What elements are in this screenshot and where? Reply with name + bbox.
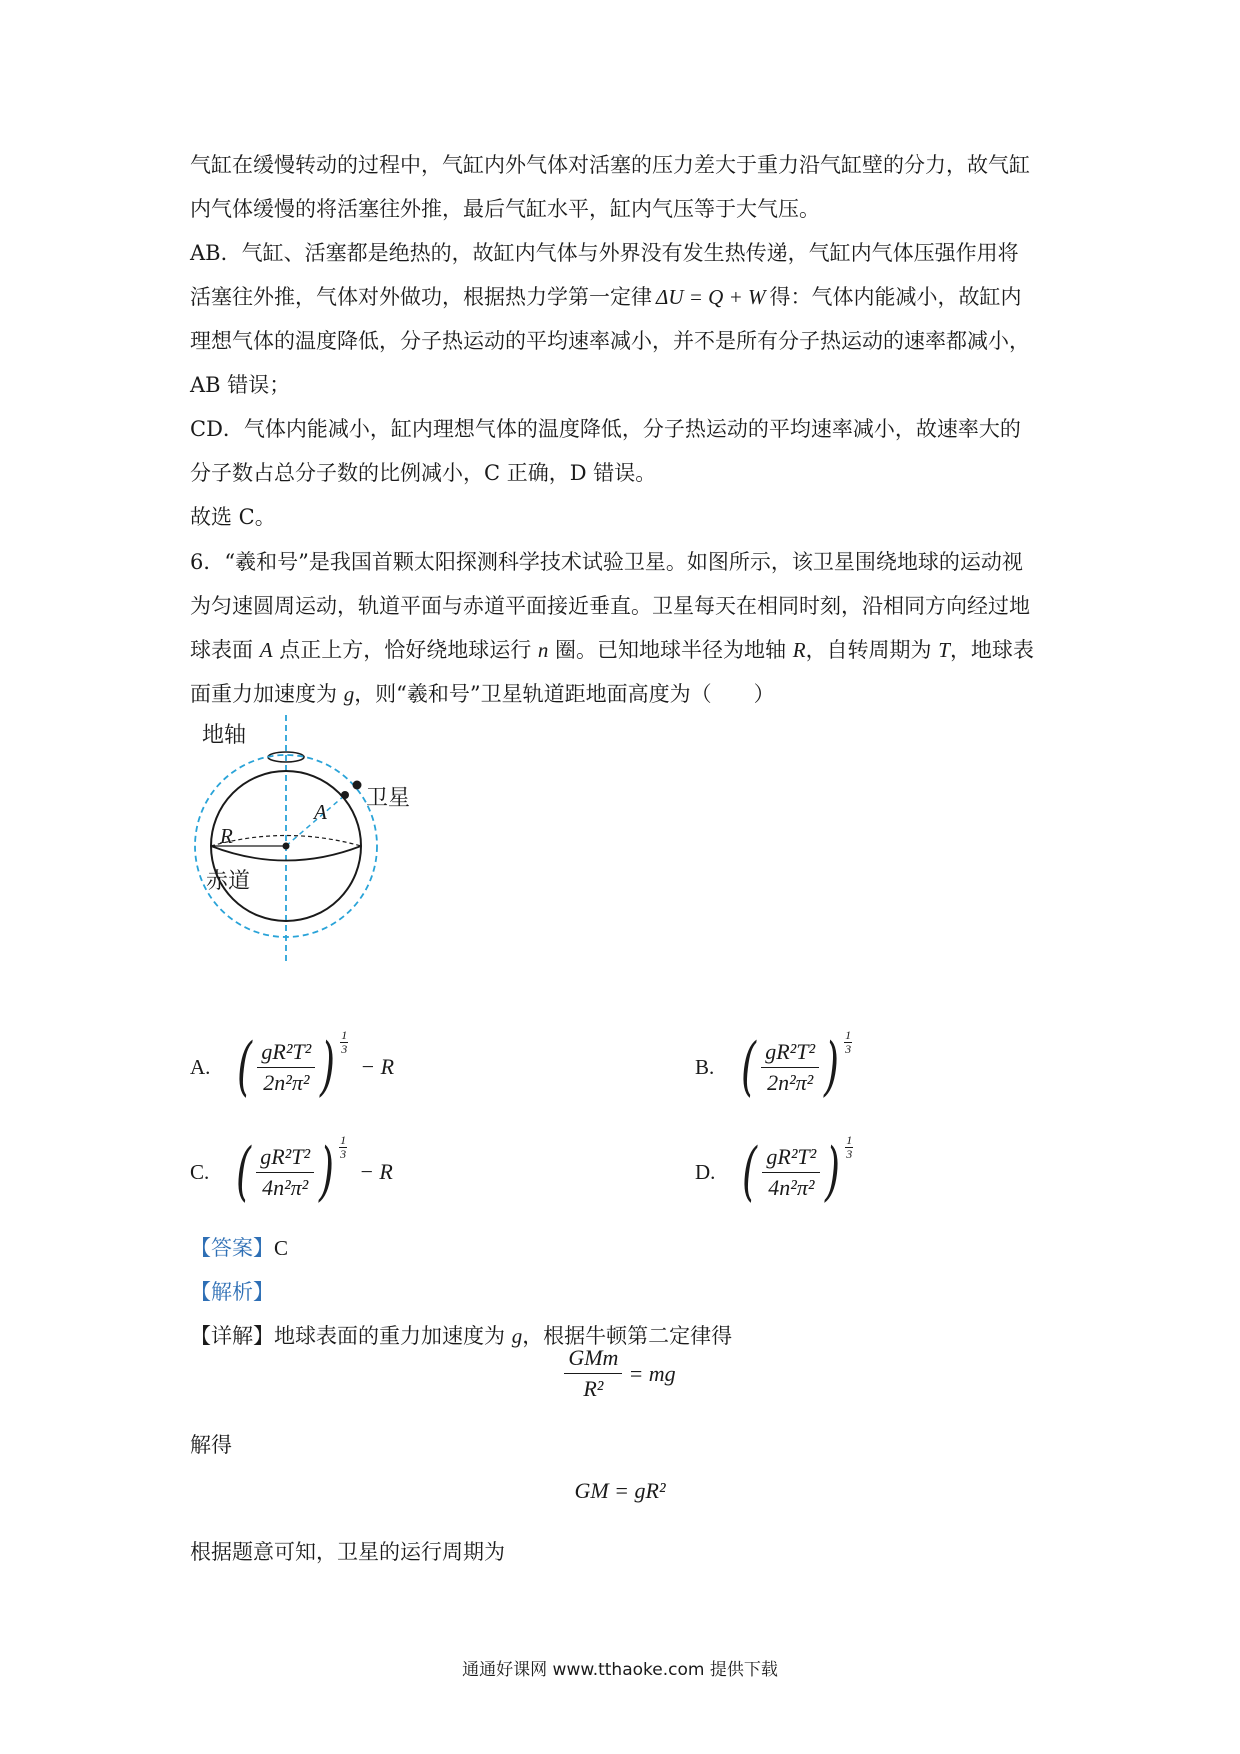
page-footer: 通通好课网 www.tthaoke.com 提供下载 xyxy=(462,1660,778,1680)
solve-line xyxy=(190,1423,1060,1467)
text-fragment: ，则“羲和号”卫星轨道距地面高度为（ ） xyxy=(354,682,775,706)
equation-gm xyxy=(0,1478,1240,1504)
option-D[interactable] xyxy=(695,1133,853,1209)
equation-rhs: = mg xyxy=(628,1360,676,1386)
fraction xyxy=(762,1144,820,1201)
fraction-numerator: gR²T² xyxy=(761,1039,819,1068)
left-paren: ( xyxy=(236,1135,252,1209)
satellite-dot xyxy=(353,781,362,790)
text-line: 故选 C。 xyxy=(190,505,276,529)
fraction-numerator: gR²T² xyxy=(762,1144,820,1173)
label-A: A xyxy=(314,800,327,824)
var-g: g xyxy=(343,682,355,706)
exponent-num: 1 xyxy=(845,1028,852,1042)
left-paren: ( xyxy=(742,1135,758,1209)
fraction-denominator: 2n²π² xyxy=(767,1069,814,1095)
fraction-denominator: R² xyxy=(583,1376,604,1401)
fraction-denominator: 4n²π² xyxy=(262,1174,309,1200)
text-line: 解得 xyxy=(190,1433,232,1457)
text-fragment: 面重力加速度为 xyxy=(190,682,344,706)
right-paren: ) xyxy=(825,1135,841,1209)
text-line: CD．气体内能减小，缸内理想气体的温度降低，分子热运动的平均速率减小，故速率大的 xyxy=(190,417,1021,441)
label-axis: 地轴 xyxy=(202,723,247,748)
fraction xyxy=(761,1039,819,1096)
equation-newton xyxy=(0,1345,1240,1402)
text-fragment: ，地球表 xyxy=(949,638,1034,662)
question-6 xyxy=(190,540,1060,716)
label-R: R xyxy=(220,824,233,848)
option-expression xyxy=(231,1133,393,1209)
exponent-num: 1 xyxy=(340,1133,347,1147)
option-letter: A. xyxy=(190,1054,211,1079)
text-fragment: ，根据牛顿第二定律得 xyxy=(522,1324,733,1348)
left-paren: ( xyxy=(741,1030,757,1104)
detail-tag: 【详解】 xyxy=(190,1324,274,1348)
exponent xyxy=(340,1029,348,1056)
fraction xyxy=(257,1039,315,1096)
analysis-line xyxy=(190,1270,1060,1314)
text-fragment: 点正上方，恰好绕地球运行 xyxy=(272,638,538,662)
text-line: 气缸在缓慢转动的过程中，气缸内外气体对活塞的压力差大于重力沿气缸壁的分力，故气缸 xyxy=(190,153,1030,177)
exponent xyxy=(339,1134,347,1161)
option-letter: C. xyxy=(190,1159,210,1184)
analysis-tag: 【解析】 xyxy=(190,1280,274,1304)
fraction-denominator: 4n²π² xyxy=(768,1174,815,1200)
text-line: AB 错误； xyxy=(190,373,291,397)
text-fragment: 球表面 xyxy=(190,638,260,662)
text-line xyxy=(190,275,1060,319)
exponent-den: 3 xyxy=(846,1147,853,1161)
minus-R: − R xyxy=(360,1054,395,1079)
text-fragment: 地球表面的重力加速度为 xyxy=(274,1324,512,1348)
equation-fraction xyxy=(564,1345,622,1402)
option-B[interactable] xyxy=(695,1028,852,1104)
text-line: 为匀速圆周运动，轨道平面与赤道平面接近垂直。卫星每天在相同时刻，沿相同方向经过地 xyxy=(190,594,1030,618)
option-C[interactable] xyxy=(190,1133,393,1209)
fraction-numerator: GMm xyxy=(564,1345,622,1374)
exponent xyxy=(844,1029,852,1056)
fraction-numerator: gR²T² xyxy=(257,1039,315,1068)
thermo-formula: ΔU = Q + W xyxy=(656,285,766,309)
option-expression xyxy=(736,1028,852,1104)
exponent xyxy=(845,1134,853,1161)
text-line: 根据题意可知，卫星的运行周期为 xyxy=(190,1540,505,1564)
left-paren: ( xyxy=(237,1030,253,1104)
fraction-denominator: 2n²π² xyxy=(263,1069,310,1095)
text-line: 理想气体的温度降低，分子热运动的平均速率减小，并不是所有分子热运动的速率都减小， xyxy=(190,329,1030,353)
period-line xyxy=(190,1530,1060,1574)
text-fragment: 圈。已知地球半径为地轴 xyxy=(548,638,793,662)
var-n: n xyxy=(537,638,549,662)
text-fragment: ，自转周期为 xyxy=(805,638,939,662)
option-expression xyxy=(737,1133,853,1209)
text-line: 6．“羲和号”是我国首颗太阳探测科学技术试验卫星。如图所示，该卫星围绕地球的运动视 xyxy=(190,550,1023,574)
exponent-den: 3 xyxy=(341,1042,348,1056)
answer-block xyxy=(190,1226,1060,1358)
text-line: 分子数占总分子数的比例减小，C 正确，D 错误。 xyxy=(190,461,657,485)
var-g: g xyxy=(511,1324,523,1348)
point-A-dot xyxy=(341,791,349,799)
right-paren: ) xyxy=(319,1135,335,1209)
exponent-den: 3 xyxy=(845,1042,852,1056)
exponent-den: 3 xyxy=(340,1147,347,1161)
answer-tag: 【答案】 xyxy=(190,1236,274,1260)
right-paren: ) xyxy=(824,1030,840,1104)
label-satellite: 卫星 xyxy=(366,786,410,811)
text-fragment: 得：气体内能减小，故缸内 xyxy=(769,285,1022,309)
fraction xyxy=(256,1144,314,1201)
earth-center-dot xyxy=(283,843,290,850)
fraction-numerator: gR²T² xyxy=(256,1144,314,1173)
text-line xyxy=(190,628,1060,672)
minus-R: − R xyxy=(359,1159,393,1184)
option-A[interactable] xyxy=(190,1028,395,1104)
right-paren: ) xyxy=(320,1030,336,1104)
answer-line xyxy=(190,1226,1060,1270)
var-A: A xyxy=(259,638,273,662)
var-R: R xyxy=(792,638,806,662)
earth-satellite-figure xyxy=(190,705,410,970)
text-fragment: 活塞往外推，气体对外做功，根据热力学第一定律 xyxy=(190,285,652,309)
option-expression xyxy=(232,1028,395,1104)
label-equator: 赤道 xyxy=(206,869,251,894)
text-line: 内气体缓慢的将活塞往外推，最后气缸水平，缸内气压等于大气压。 xyxy=(190,197,820,221)
prev-solution xyxy=(190,143,1060,539)
option-letter: B. xyxy=(695,1054,715,1079)
exponent-num: 1 xyxy=(341,1028,348,1042)
exponent-num: 1 xyxy=(846,1133,853,1147)
equation-text: GM = gR² xyxy=(574,1478,666,1503)
option-letter: D. xyxy=(695,1159,716,1184)
text-line: AB．气缸、活塞都是绝热的，故缸内气体与外界没有发生热传递，气缸内气体压强作用将 xyxy=(190,241,1019,265)
var-T: T xyxy=(938,638,950,662)
answer-value: C xyxy=(274,1236,289,1260)
